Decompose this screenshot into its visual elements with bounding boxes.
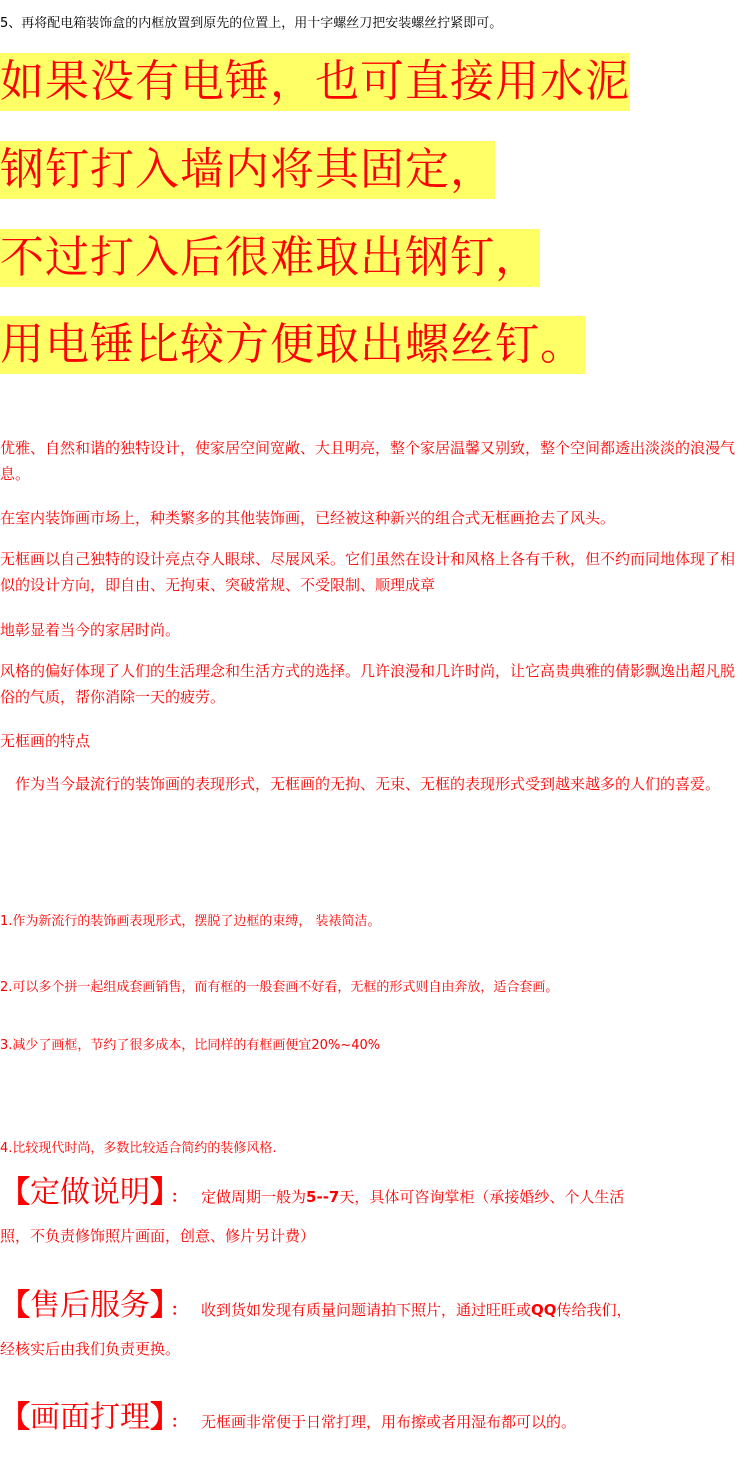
- step5-text: 5、再将配电箱装饰盒的内框放置到原先的位置上，用十字螺丝刀把安装螺丝拧紧即可。: [0, 16, 503, 31]
- section-custom: 【定做说明】 ： 定做周期一般为5--7天，具体可咨询掌柜（承接婚纱、个人生活 照，不负责修饰照片画面，创意、修片另计费）: [0, 1167, 746, 1247]
- section-service-text-cont: 经核实后由我们负责更换。: [0, 1340, 181, 1358]
- section-care-text: 无框画非常便于日常打理，用布擦或者用湿布都可以的。: [201, 1413, 577, 1431]
- paragraph-market: 在室内装饰画市场上，种类繁多的其他装饰画，已经被这种新兴的组合式无框画抢去了风头。: [0, 509, 616, 527]
- highlight-line-3: 不过打入后很难取出钢钉，: [0, 229, 540, 287]
- features-heading: 无框画的特点: [0, 732, 91, 750]
- section-service: 【售后服务】 ： 收到货如发现有质量问题请拍下照片，通过旺旺或QQ传给我们， 经核实后由我们负责更换。: [0, 1280, 746, 1360]
- section-service-heading: 【售后服务】: [0, 1288, 165, 1323]
- paragraph-fashion: 地彰显着当今的家居时尚。: [0, 621, 181, 639]
- paragraph-style: 风格的偏好体现了人们的生活理念和生活方式的选择。几许浪漫和几许时尚，让它高贵典雅的倩影飘逸出超凡脱俗的气质，帮你消除一天的疲劳。: [0, 662, 736, 706]
- feature-1: 1.作为新流行的装饰画表现形式，摆脱了边框的束缚， 装裱简洁。: [0, 914, 381, 929]
- section-care-heading: 【画面打理】: [0, 1400, 165, 1435]
- section-custom-text: 定做周期一般为5--7天，具体可咨询掌柜（承接婚纱、个人生活: [201, 1188, 625, 1206]
- feature-3: 3.减少了画框，节约了很多成本，比同样的有框画便宜20%~40%: [0, 1038, 381, 1053]
- section-custom-text-cont: 照，不负责修饰照片画面，创意、修片另计费）: [0, 1227, 316, 1245]
- feature-2: 2.可以多个拼一起组成套画销售，而有框的一般套画不好看，无框的形式则自由奔放，适合套画。: [0, 980, 559, 995]
- highlight-line-1: 如果没有电锤，也可直接用水泥: [0, 53, 630, 111]
- highlight-line-4: 用电锤比较方便取出螺丝钉。: [0, 316, 585, 374]
- section-custom-heading: 【定做说明】: [0, 1175, 165, 1210]
- section-service-text: 收到货如发现有质量问题请拍下照片，通过旺旺或QQ传给我们，: [201, 1301, 632, 1319]
- paragraph-popular: 作为当今最流行的装饰画的表现形式，无框画的无拘、无束、无框的表现形式受到越来越多的人们的喜爱。: [0, 775, 721, 793]
- section-care: 【画面打理】 ： 无框画非常便于日常打理，用布擦或者用湿布都可以的。: [0, 1400, 577, 1435]
- paragraph-intro: 优雅、自然和谐的独特设计，使家居空间宽敞、大且明亮，整个家居温馨又别致，整个空间都透出淡淡的浪漫气息。: [0, 439, 736, 483]
- paragraph-design: 无框画以自己独特的设计亮点夺人眼球、尽展风采。它们虽然在设计和风格上各有千秋，但不约而同地体现了相似的设计方向，即自由、无拘束、突破常规、不受限制、顺理成章: [0, 550, 736, 594]
- feature-4: 4.比较现代时尚，多数比较适合简约的装修风格.: [0, 1141, 277, 1156]
- highlight-line-2: 钢钉打入墙内将其固定，: [0, 141, 495, 199]
